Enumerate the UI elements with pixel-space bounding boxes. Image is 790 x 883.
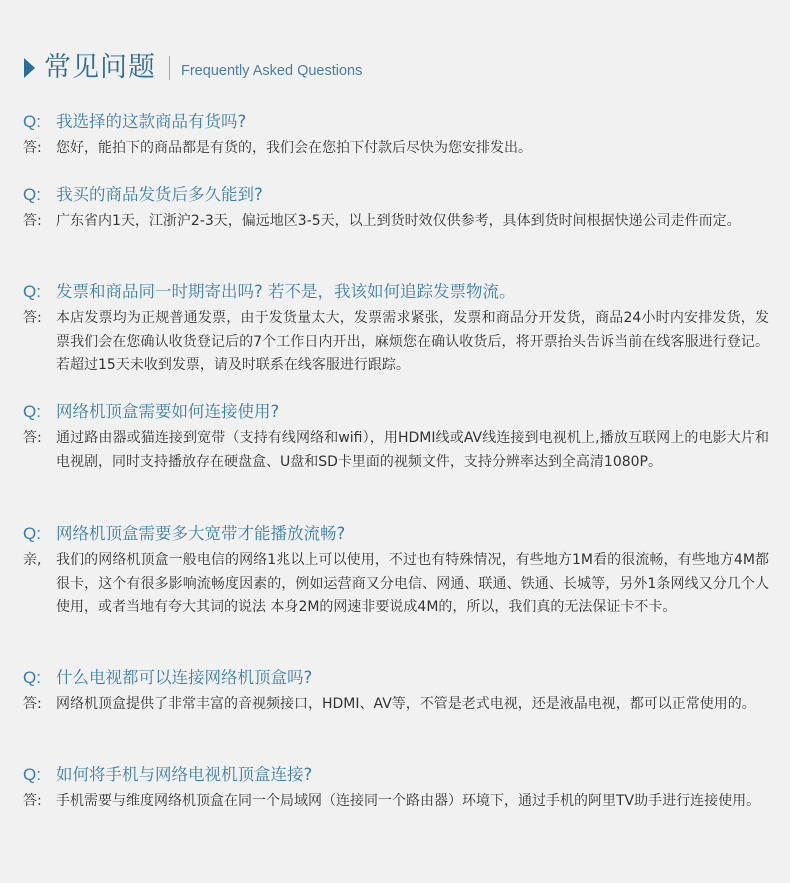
- faq-question: [23, 522, 769, 546]
- question-text: 什么电视都可以连接网络机顶盒吗?: [56, 668, 313, 687]
- faq-answer: [23, 137, 769, 161]
- section-header: [24, 48, 362, 88]
- question-prefix: Q:: [23, 282, 41, 301]
- faq-question: [23, 280, 769, 304]
- triangle-arrow-icon: [24, 58, 35, 78]
- faq-question: [23, 110, 769, 134]
- question-text: 我选择的这款商品有货吗?: [56, 112, 247, 131]
- faq-answer: [23, 210, 769, 234]
- page-title: 常见问题: [44, 52, 156, 83]
- question-prefix: Q:: [23, 668, 41, 687]
- faq-question: [23, 183, 769, 207]
- faq-question: [23, 400, 769, 424]
- answer-text: 广东省内1天，江浙沪2-3天，偏远地区3-5天，以上到货时效仅供参考，具体到货时间根据快递公司走件而定。: [56, 213, 741, 229]
- answer-text: 通过路由器或猫连接到宽带（支持有线网络和wifi），用HDMI线或AV线连接到电视机上,播放互联网上的电影大片和电视剧，同时支持播放存在硬盘盒、U盘和SD卡里面的视频文件，支持分辨率达到全高清1080P。: [56, 430, 769, 470]
- faq-answer: [23, 307, 769, 378]
- faq-item: [23, 666, 769, 717]
- question-text: 如何将手机与网络电视机顶盒连接?: [56, 765, 313, 784]
- faq-item: [23, 110, 769, 161]
- faq-answer: [23, 790, 769, 814]
- answer-prefix: 答:: [23, 310, 42, 326]
- faq-question: [23, 763, 769, 787]
- faq-item: [23, 183, 769, 234]
- answer-prefix: 答:: [23, 696, 42, 712]
- faq-item: [23, 763, 769, 814]
- question-prefix: Q:: [23, 765, 41, 784]
- title-divider: [169, 56, 170, 80]
- question-prefix: Q:: [23, 402, 41, 421]
- answer-prefix: 答:: [23, 140, 42, 156]
- answer-prefix: 答:: [23, 213, 42, 229]
- question-text: 网络机顶盒需要如何连接使用?: [56, 402, 280, 421]
- page-subtitle: Frequently Asked Questions: [181, 63, 363, 79]
- question-text: 发票和商品同一时期寄出吗? 若不是，我该如何追踪发票物流。: [56, 282, 516, 301]
- answer-prefix: 答:: [23, 430, 42, 446]
- faq-item: [23, 280, 769, 378]
- answer-text: 您好，能拍下的商品都是有货的，我们会在您拍下付款后尽快为您安排发出。: [56, 140, 532, 156]
- faq-answer: [23, 427, 769, 474]
- answer-text: 手机需要与维度网络机顶盒在同一个局域网（连接同一个路由器）环境下，通过手机的阿里TV助手进行连接使用。: [56, 793, 761, 809]
- answer-text: 本店发票均为正规普通发票，由于发货量太大，发票需求紧张，发票和商品分开发货，商品24小时内安排发货，发票我们会在您确认收货登记后的7个工作日内开出，麻烦您在确认收货后，将开票抬头告诉当前在线客服进行登记。若超过15天未收到发票，请及时联系在线客服进行跟踪。: [56, 310, 769, 374]
- answer-text: 我们的网络机顶盒一般电信的网络1兆以上可以使用，不过也有特殊情况，有些地方1M看的很流畅，有些地方4M都很卡，这个有很多影响流畅度因素的，例如运营商又分电信、网通、联通、铁通、长城等，另外1条网线又分几个人使用，或者当地有夸大其词的说法 本身2M的网速非要说成4M的，所以，我们真的无法保证卡不卡。: [56, 552, 769, 616]
- faq-item: [23, 522, 769, 620]
- question-prefix: Q:: [23, 185, 41, 204]
- question-prefix: Q:: [23, 112, 41, 131]
- faq-answer: [23, 693, 769, 717]
- question-text: 我买的商品发货后多久能到?: [56, 185, 263, 204]
- faq-answer: [23, 549, 769, 620]
- answer-text: 网络机顶盒提供了非常丰富的音视频接口，HDMI、AV等，不管是老式电视，还是液晶电视，都可以正常使用的。: [56, 696, 756, 712]
- question-text: 网络机顶盒需要多大宽带才能播放流畅?: [56, 524, 346, 543]
- answer-prefix: 答:: [23, 793, 42, 809]
- faq-item: [23, 400, 769, 474]
- question-prefix: Q:: [23, 524, 41, 543]
- faq-question: [23, 666, 769, 690]
- answer-prefix: 亲,: [23, 552, 42, 568]
